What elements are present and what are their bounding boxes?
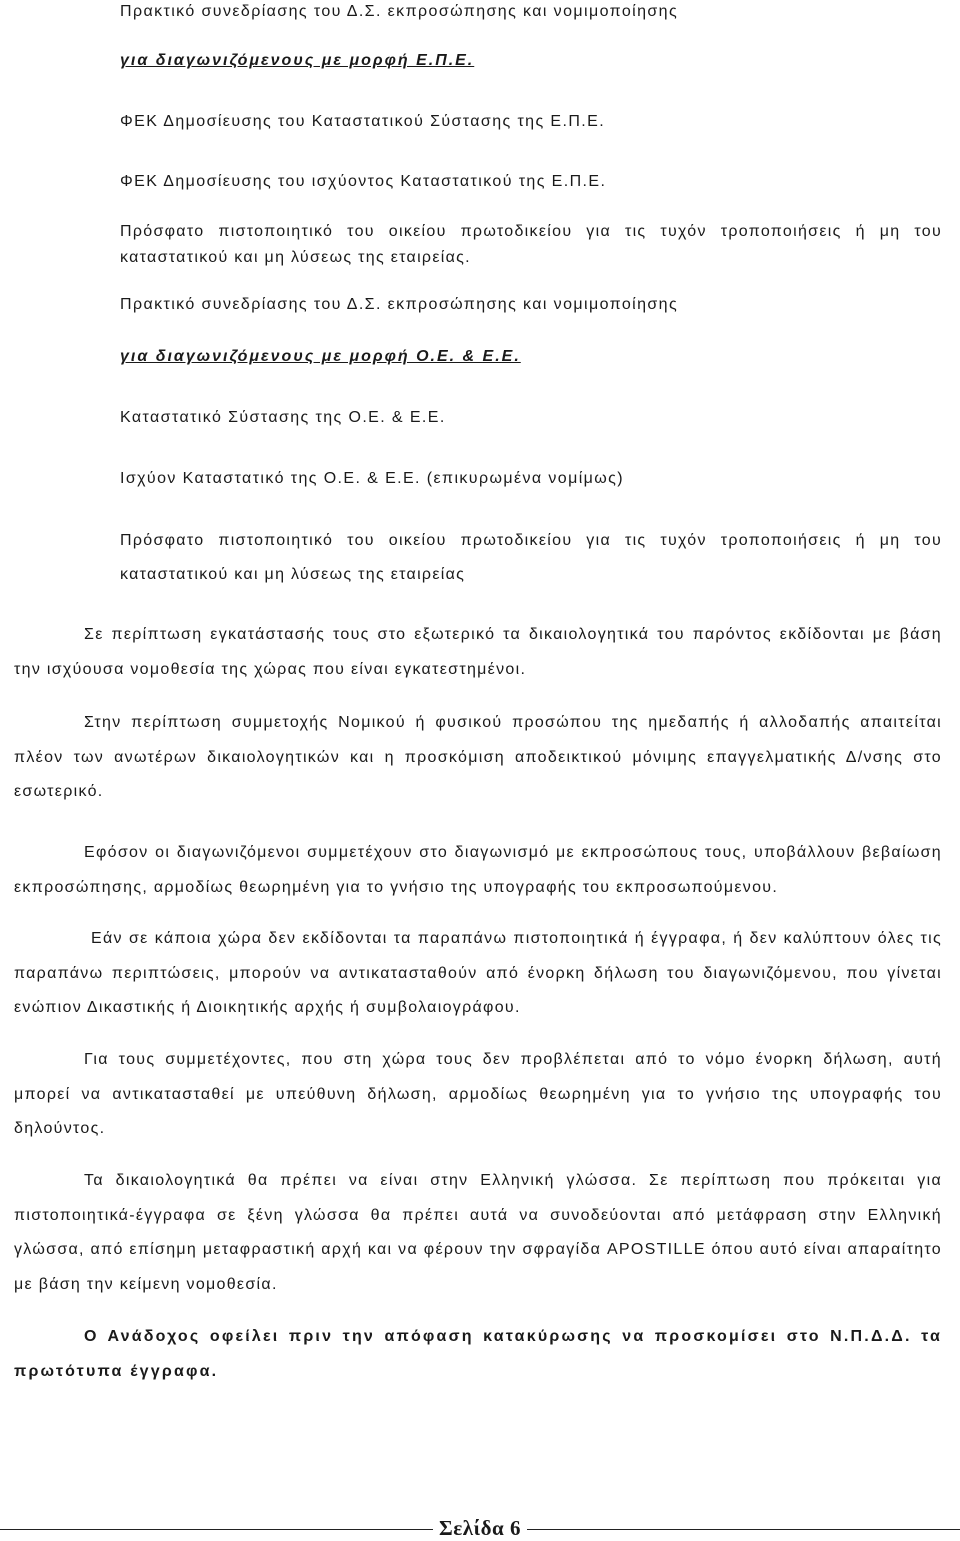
list-item: ΦΕΚ Δημοσίευσης του ισχύοντος Καταστατικού της Ε.Π.Ε. bbox=[120, 173, 607, 190]
closing-notice: Ο Ανάδοχος οφείλει πριν την απόφαση κατακύρωσης να προσκομίσει στο Ν.Π.Δ.Δ. τα πρωτότυπα έγγραφα. bbox=[14, 1328, 942, 1380]
section-heading-oe-ee: για διαγωνιζόμενους με μορφή Ο.Ε. & Ε.Ε. bbox=[120, 348, 521, 365]
section-heading-epe: για διαγωνιζόμενους με μορφή Ε.Π.Ε. bbox=[120, 52, 475, 69]
list-item: Πρακτικό συνεδρίασης του Δ.Σ. εκπροσώπησης και νομιμοποίησης bbox=[120, 3, 679, 20]
list-item: Πρόσφατο πιστοποιητικό του οικείου πρωτοδικείου για τις τυχόν τροποποιήσεις ή μη του καταστατικού και μη λύσεως της εταιρείας bbox=[120, 532, 942, 583]
paragraph: Τα δικαιολογητικά θα πρέπει να είναι στην Ελληνική γλώσσα. Σε περίπτωση που πρόκειται για πιστοποιητικά-έγγραφα σε ξένη γλώσσα θα πρέπει αυτά να συνοδεύονται από μετάφραση στην Ελληνική γλώσσα, από επίσημη μεταφραστική αρχή και να φέρουν την σφραγίδα APOSTILLE όπου αυτό είναι απαραίτητο με βάση την κείμενη νομοθεσία. bbox=[14, 1172, 942, 1293]
paragraph: Για τους συμμετέχοντες, που στη χώρα τους δεν προβλέπεται από το νόμο ένορκη δήλωση, αυτή μπορεί να αντικατασταθεί με υπεύθυνη δήλωση, αρμοδίως θεωρημένη για το γνήσιο της υπογραφής του δηλούντος. bbox=[14, 1051, 942, 1137]
list-item: Πρακτικό συνεδρίασης του Δ.Σ. εκπροσώπησης και νομιμοποίησης bbox=[120, 296, 679, 313]
list-item: Πρόσφατο πιστοποιητικό του οικείου πρωτοδικείου για τις τυχόν τροποποιήσεις ή μη του καταστατικού και μη λύσεως της εταιρείας. bbox=[120, 223, 942, 266]
paragraph: Στην περίπτωση συμμετοχής Νομικού ή φυσικού προσώπου της ημεδαπής ή αλλοδαπής απαιτείται πλέον των ανωτέρων δικαιολογητικών και η προσκόμιση αποδεικτικού μόνιμης επαγγελματικής Δ/νσης στο εσωτερικό. bbox=[14, 714, 942, 800]
list-item: ΦΕΚ Δημοσίευσης του Καταστατικού Σύστασης της Ε.Π.Ε. bbox=[120, 113, 606, 130]
list-item: Ισχύον Καταστατικό της Ο.Ε. & Ε.Ε. (επικυρωμένα νομίμως) bbox=[120, 470, 625, 487]
paragraph: Εφόσον οι διαγωνιζόμενοι συμμετέχουν στο διαγωνισμό με εκπροσώπους τους, υποβάλλουν βεβαίωση εκπροσώπησης, αρμοδίως θεωρημένη για το γνήσιο της υπογραφής του εκπροσωπούμενου. bbox=[14, 844, 942, 896]
list-item: Καταστατικό Σύστασης της Ο.Ε. & Ε.Ε. bbox=[120, 409, 446, 426]
page-number: Σελίδα 6 bbox=[0, 1516, 960, 1541]
paragraph: Σε περίπτωση εγκατάστασής τους στο εξωτερικό τα δικαιολογητικά του παρόντος εκδίδονται με βάση την ισχύουσα νομοθεσία της χώρας που είναι εγκατεστημένοι. bbox=[14, 626, 942, 678]
paragraph: Εάν σε κάποια χώρα δεν εκδίδονται τα παραπάνω πιστοποιητικά ή έγγραφα, ή δεν καλύπτουν όλες τις παραπάνω περιπτώσεις, μπορούν να αντικατασταθούν από ένορκη δήλωση του διαγωνιζόμενου, που γίνεται ενώπιον Δικαστικής ή Διοικητικής αρχής ή συμβολαιογράφου. bbox=[14, 930, 942, 1016]
